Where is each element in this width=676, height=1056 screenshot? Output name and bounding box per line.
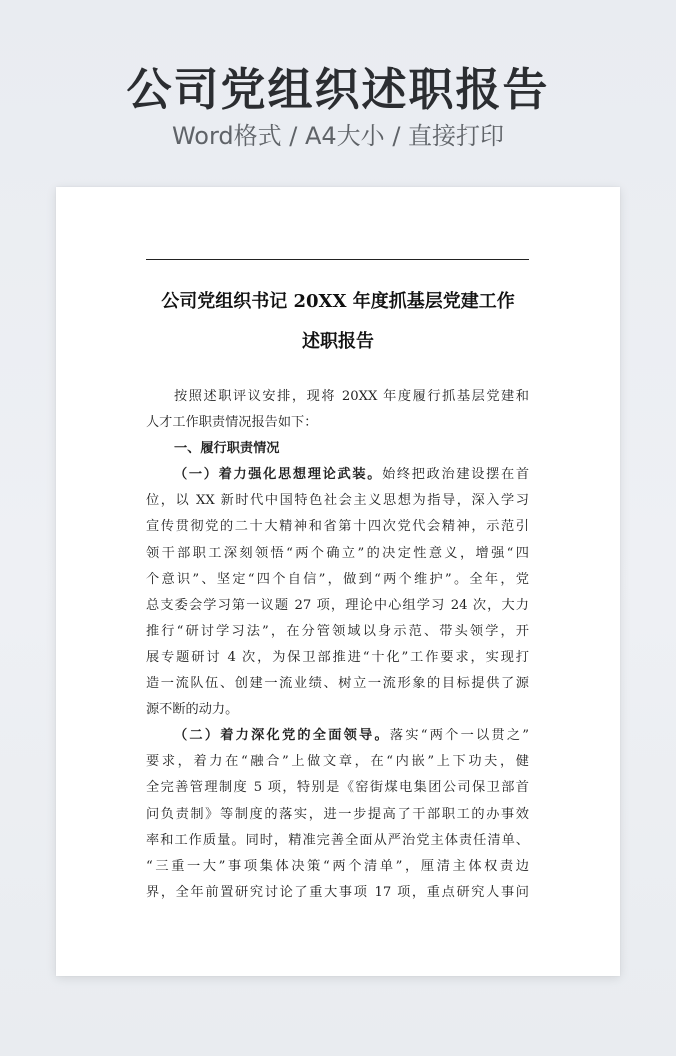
para-1-line: 推行“研讨学习法”，在分管领域以身示范、带头领学，开 <box>146 623 529 639</box>
para-1-line: 展专题研讨 4 次，为保卫部推进“十化”工作要求，实现打 <box>146 649 529 665</box>
para-2-line: 全完善管理制度 5 项，特别是《窑街煤电集团公司保卫部首 <box>146 780 529 796</box>
para-2-line-1 <box>146 723 529 749</box>
para-1-first-rest: 始终把政治建设摆在首 <box>382 467 530 483</box>
para-1-line: 总支委会学习第一议题 27 项，理论中心组学习 24 次，大力 <box>146 597 529 613</box>
para-1-line: 位，以 XX 新时代中国特色社会主义思想为指导，深入学习 <box>146 493 529 509</box>
document-title-line-2: 述职报告 <box>302 331 374 352</box>
para-1-line: 源不断的动力。 <box>146 702 239 718</box>
para-2-line: 率和工作质量。同时，精准完善全面从严治党主体责任清单、 <box>146 832 529 848</box>
para-1-line: 造一流队伍、创建一流业绩、树立一流形象的目标提供了源 <box>146 676 529 692</box>
header-rule <box>146 259 529 260</box>
section-1-heading: 一、履行职责情况 <box>174 441 280 457</box>
document-page <box>56 187 620 976</box>
para-2-first-rest: 落实“两个一以贯之” <box>389 728 529 744</box>
banner-title: 公司党组织述职报告 <box>126 63 550 116</box>
para-1-line-1 <box>146 462 529 488</box>
document-body <box>146 384 529 906</box>
document-title-line-1: 公司党组织书记 20XX 年度抓基层党建工作 <box>161 291 515 312</box>
para-1-line: 领干部职工深刻领悟“两个确立”的决定性意义，增强“四 <box>146 545 529 561</box>
para-2-line: “三重一大”事项集体决策“两个清单”，厘清主体权责边 <box>146 858 529 874</box>
para-2-line: 界，全年前置研究讨论了重大事项 17 项，重点研究人事问 <box>146 884 529 900</box>
para-2-line: 问负责制》等制度的落实，进一步提高了干部职工的办事效 <box>146 806 529 822</box>
para-1-lead: （一）着力强化思想理论武装。 <box>174 467 383 483</box>
intro-line-2: 人才工作职责情况报告如下： <box>146 415 318 431</box>
para-1-line: 宣传贯彻党的二十大精神和省第十四次党代会精神，示范引 <box>146 519 529 535</box>
para-2-line: 要求，着力在“融合”上做文章，在“内嵌”上下功夫，健 <box>146 754 529 770</box>
para-2-lead: （二）着力深化党的全面领导。 <box>174 728 390 744</box>
banner-subtitle: Word格式 / A4大小 / 直接打印 <box>171 122 505 150</box>
intro-line-1: 按照述职评议安排，现将 20XX 年度履行抓基层党建和 <box>174 389 529 404</box>
para-1-line: 个意识”、坚定“四个自信”，做到“两个维护”。全年，党 <box>146 571 529 587</box>
